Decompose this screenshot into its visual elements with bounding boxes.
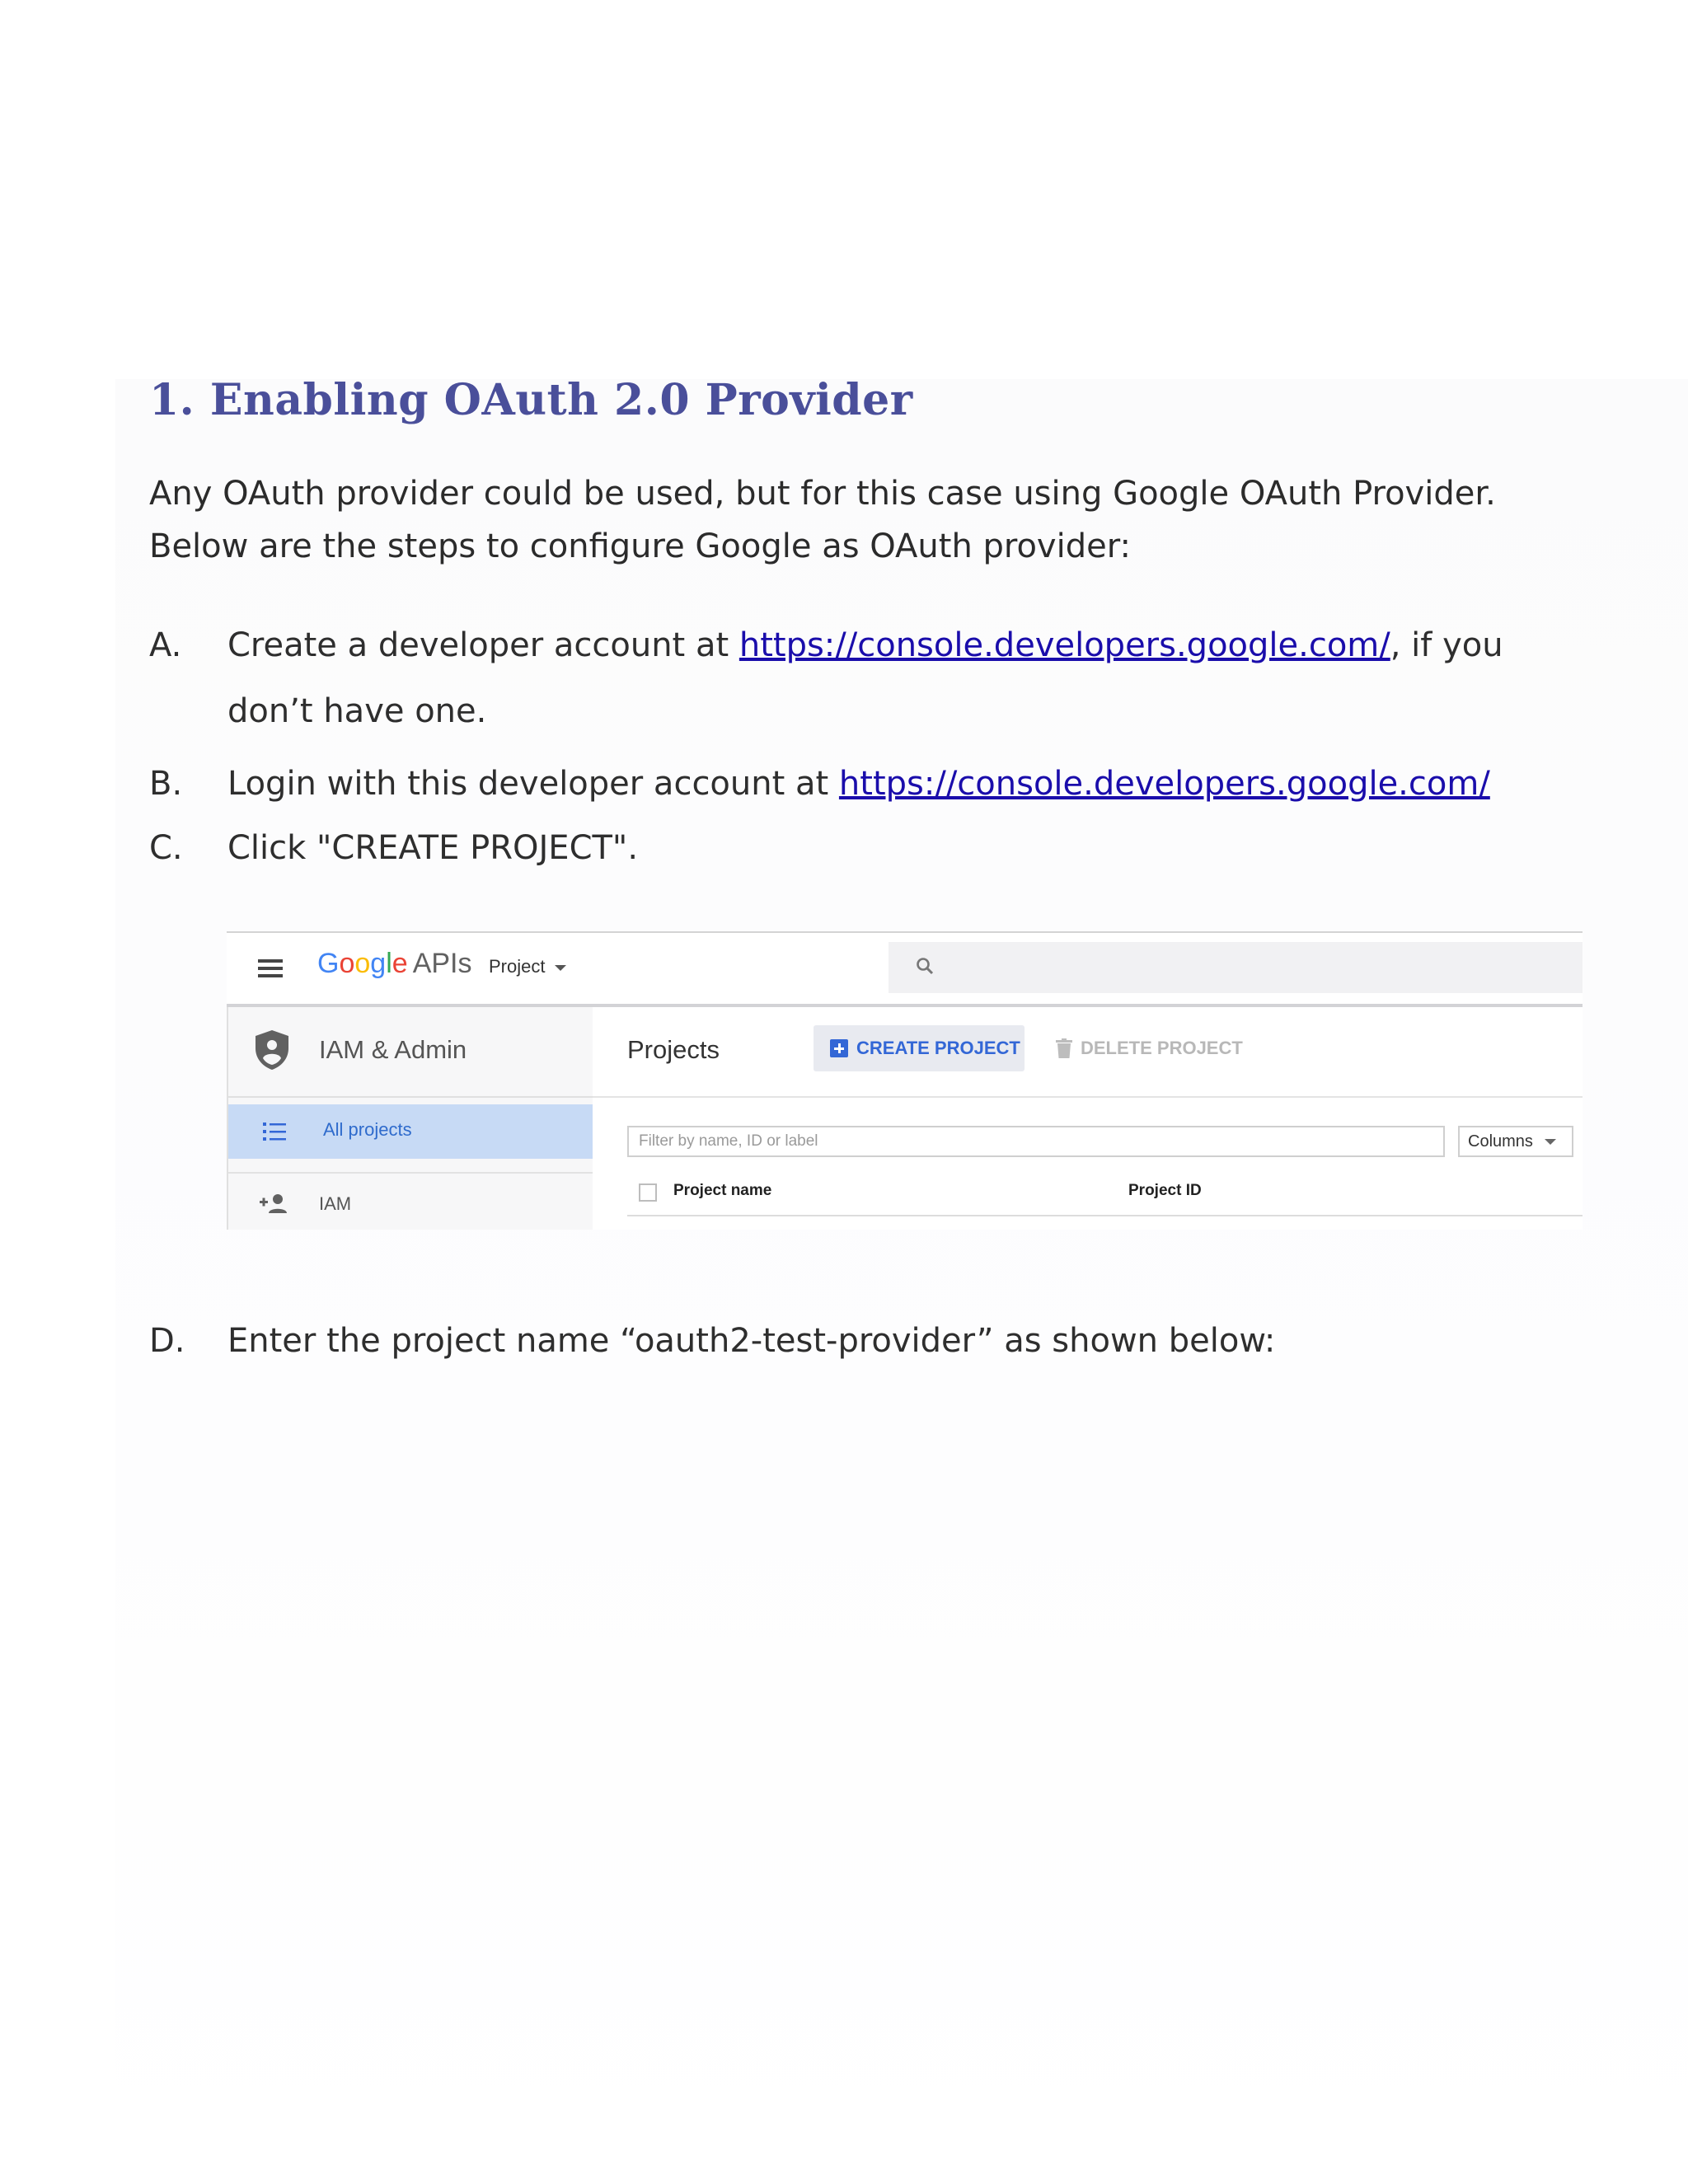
intro-line-1: Any OAuth provider could be used, but for this case using Google OAuth Provider. xyxy=(149,475,1496,513)
console-header xyxy=(227,933,1582,1007)
project-selector[interactable] xyxy=(489,956,566,977)
chevron-down-icon xyxy=(1545,1139,1556,1145)
delete-project-button[interactable] xyxy=(1046,1025,1243,1071)
step-c-letter: C. xyxy=(149,829,183,867)
chevron-down-icon xyxy=(555,965,566,971)
sidebar-item-all-projects[interactable] xyxy=(228,1104,593,1159)
add-box-icon xyxy=(830,1039,848,1057)
columns-label: Columns xyxy=(1468,1132,1533,1151)
shield-icon xyxy=(253,1029,291,1071)
google-apis-logo[interactable]: Google APIs xyxy=(317,948,472,979)
filter-input[interactable]: Filter by name, ID or label xyxy=(627,1126,1445,1157)
sidebar xyxy=(227,1007,594,1230)
step-a-line-2: don’t have one. xyxy=(227,692,487,730)
create-project-label: CREATE PROJECT xyxy=(856,1038,1020,1058)
search-bar[interactable] xyxy=(889,942,1582,993)
developer-console-login-link[interactable]: https://console.developers.google.com/ xyxy=(838,765,1490,803)
section-heading: 1. Enabling OAuth 2.0 Provider xyxy=(149,375,913,425)
step-d-text: Enter the project name “oauth2-test-provider” as shown below: xyxy=(227,1322,1276,1360)
step-b-letter: B. xyxy=(149,765,183,803)
main-divider xyxy=(593,1096,1582,1098)
step-b-text xyxy=(227,765,1490,803)
select-all-checkbox[interactable] xyxy=(639,1183,657,1202)
sidebar-title: IAM & Admin xyxy=(319,1035,467,1064)
step-b-text-before: Login with this developer account at xyxy=(227,765,839,803)
trash-icon xyxy=(1056,1038,1072,1058)
sidebar-item-label: IAM xyxy=(319,1193,352,1214)
table-header xyxy=(627,1179,1582,1216)
step-a-letter: A. xyxy=(149,626,182,664)
sidebar-divider xyxy=(228,1172,593,1174)
sidebar-item-label: All projects xyxy=(323,1119,412,1140)
step-a-text-before: Create a developer account at xyxy=(227,626,739,664)
delete-project-label: DELETE PROJECT xyxy=(1081,1038,1243,1058)
sidebar-item-iam[interactable] xyxy=(228,1177,593,1230)
step-a-text xyxy=(227,626,1503,664)
console-screenshot xyxy=(227,931,1582,1230)
column-header-project-id[interactable]: Project ID xyxy=(1128,1182,1202,1199)
project-selector-label: Project xyxy=(489,956,546,977)
step-a-text-after: , if you xyxy=(1390,626,1503,664)
developer-console-link[interactable]: https://console.developers.google.com/ xyxy=(738,626,1390,664)
search-icon xyxy=(915,956,935,976)
intro-line-2: Below are the steps to configure Google as OAuth provider: xyxy=(149,527,1131,565)
main-panel xyxy=(593,1007,1582,1230)
columns-button[interactable] xyxy=(1458,1126,1573,1157)
list-icon xyxy=(263,1121,286,1142)
intro-paragraph xyxy=(149,467,1600,573)
column-header-project-name[interactable]: Project name xyxy=(673,1182,772,1199)
add-person-icon xyxy=(260,1193,288,1215)
create-project-button[interactable] xyxy=(814,1025,1025,1071)
step-c-text: Click "CREATE PROJECT". xyxy=(227,829,639,867)
sidebar-header xyxy=(228,1007,593,1098)
page-title: Projects xyxy=(627,1035,720,1064)
step-d-letter: D. xyxy=(149,1322,185,1360)
menu-icon[interactable] xyxy=(258,959,283,977)
